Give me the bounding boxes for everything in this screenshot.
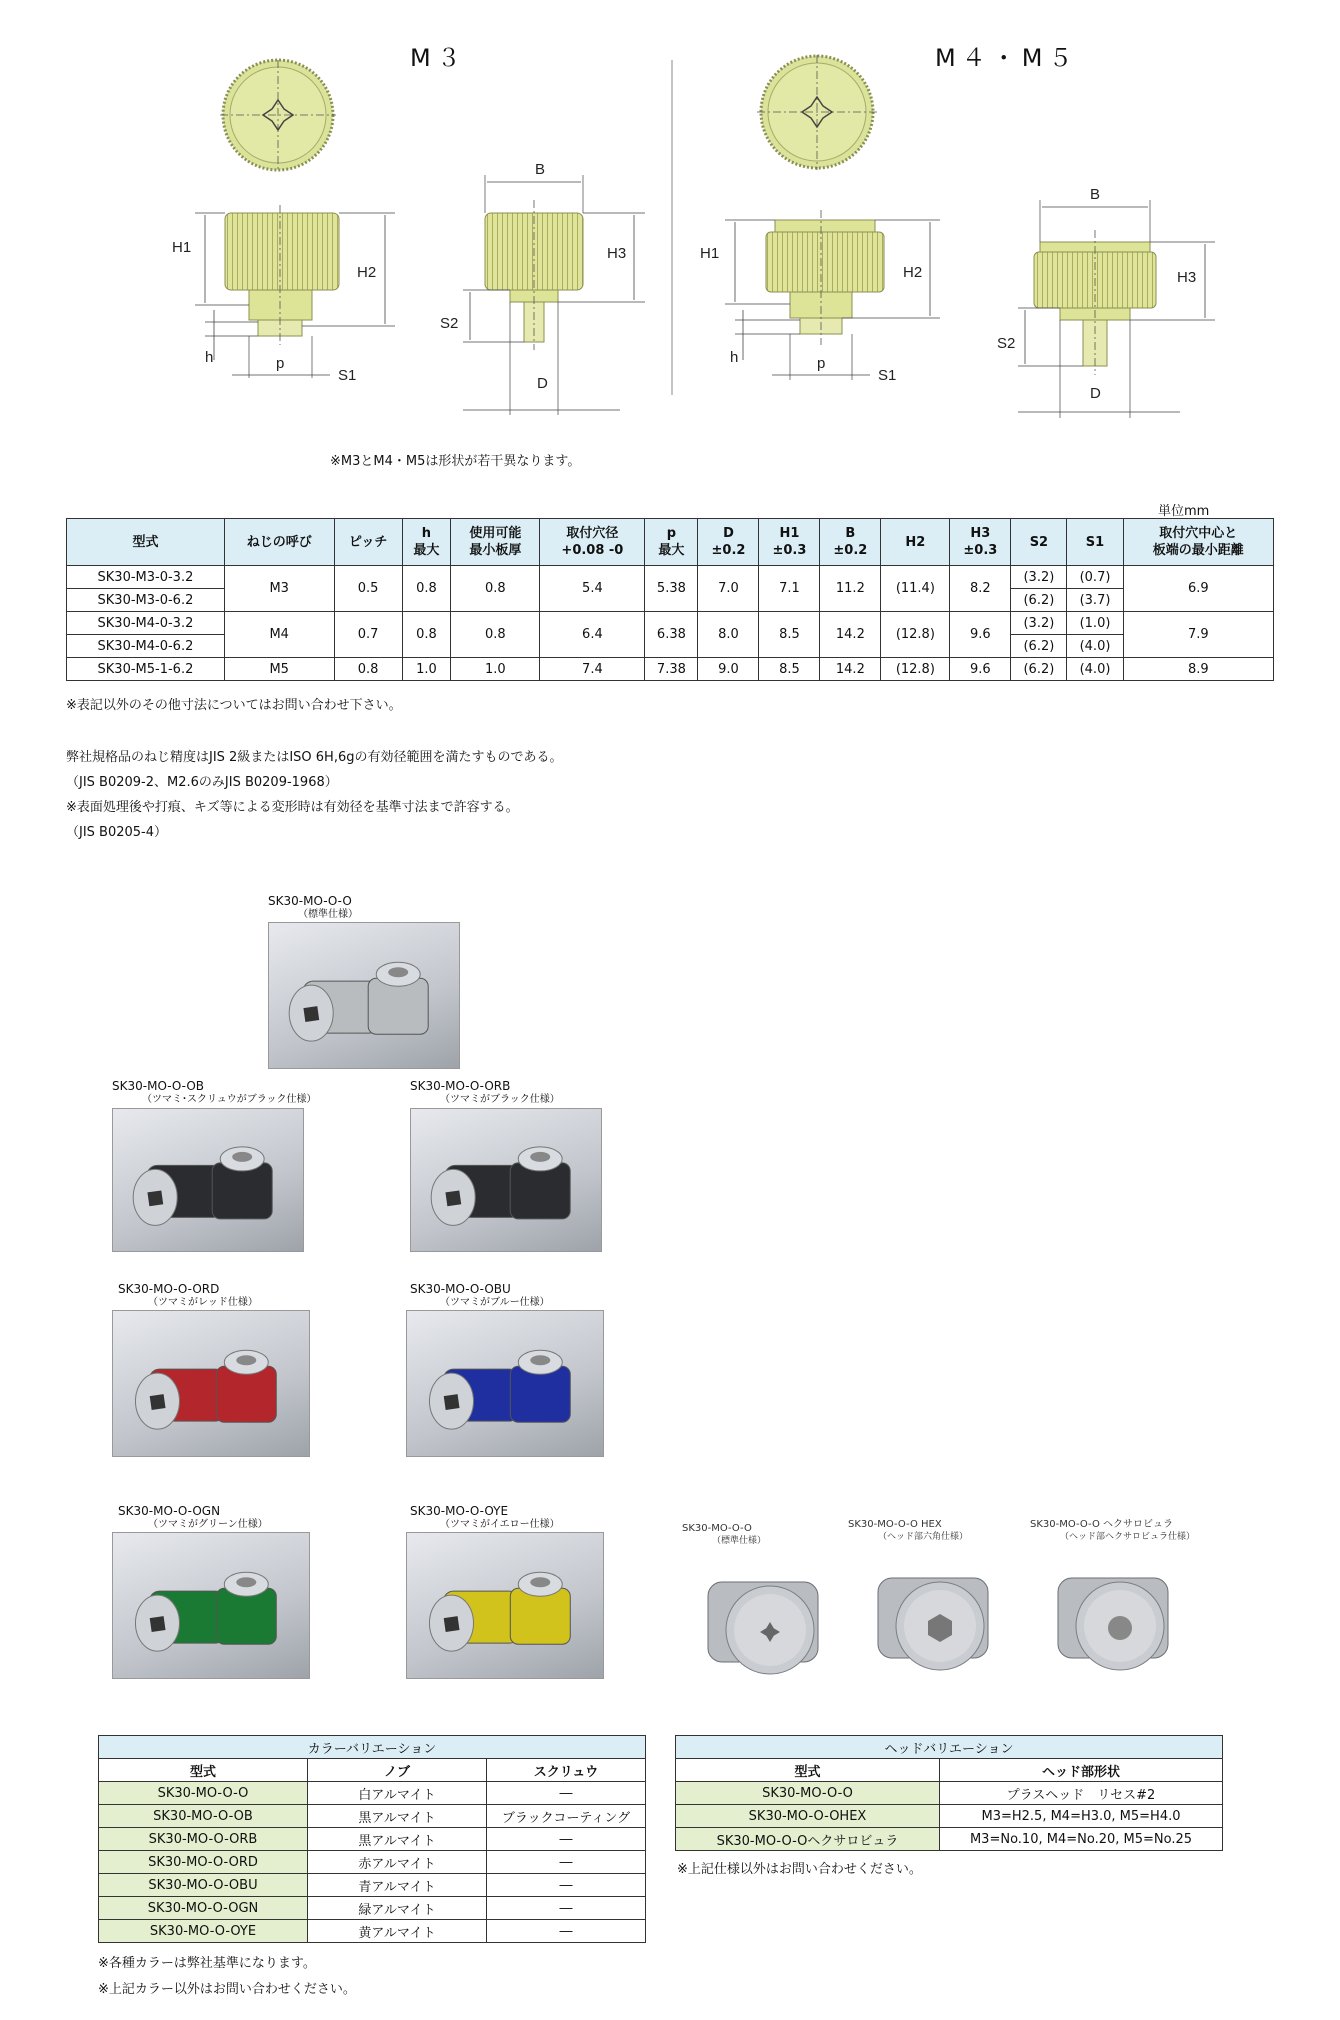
spec-cell-h1: 7.1 [759, 566, 820, 612]
dim-h2-m3: H2 [357, 264, 377, 281]
spec-model: SK30-M3-0-6.2 [67, 589, 225, 612]
spec-cell-s2: (3.2) [1011, 612, 1067, 635]
spec-cell-b: 14.2 [820, 658, 881, 681]
spec-header-text: 最大 [413, 543, 440, 558]
spec-row [67, 612, 1274, 635]
spec-header-text: D [723, 526, 734, 541]
photo-model: SK30-MO-O-ORD [118, 1282, 220, 1296]
color-var-cell: SK30-MO-O-ORD [99, 1851, 308, 1874]
spec-row [67, 566, 1274, 589]
spec-header-text: 取付穴中心と [1159, 526, 1238, 541]
spec-cell-s2: (3.2) [1011, 566, 1067, 589]
spec-cell-s2: (6.2) [1011, 589, 1067, 612]
spec-header [759, 519, 820, 566]
spec-header-text: ピッチ [348, 534, 388, 550]
spec-cell-thread: M4 [224, 612, 334, 658]
spec-row [67, 658, 1274, 681]
dim-h2-m45: H2 [903, 264, 923, 281]
spec-cell-hole: 5.4 [540, 566, 645, 612]
spec-table [66, 518, 1274, 681]
product-photo [410, 1108, 602, 1252]
dim-d-m3: D [537, 375, 548, 392]
spec-cell-h3: 8.2 [950, 566, 1011, 612]
spec-cell-pitch: 0.7 [334, 612, 402, 658]
photo-model: SK30-MO-O-OBU [410, 1282, 511, 1296]
m3-side-view-2 [440, 161, 645, 415]
color-var-row [99, 1874, 646, 1897]
thread-note: （JIS B0205-4） [66, 825, 168, 840]
thread-note: （JIS B0209-2、M2.6のみJIS B0209-1968） [66, 775, 338, 790]
color-var-cell: ― [487, 1897, 646, 1920]
spec-cell-hole: 7.4 [540, 658, 645, 681]
color-var-row [99, 1920, 646, 1943]
thumb-screw-pair-image [269, 923, 459, 1068]
head-photo-caption [848, 1518, 968, 1544]
drawing-note: ※M3とM4・M5は形状が若干異なります。 [330, 454, 581, 469]
spec-cell-h3: 9.6 [950, 612, 1011, 658]
color-var-header: スクリュウ [487, 1759, 646, 1782]
color-var-note-1: ※各種カラーは弊社基準になります。 [98, 1956, 316, 1971]
head-photo-model: SK30-MO-O-O ヘクサロビュラ [1030, 1519, 1173, 1530]
head-photo-caption [682, 1522, 766, 1548]
thumb-screw-pair-image [411, 1109, 601, 1251]
spec-model: SK30-M5-1-6.2 [67, 658, 225, 681]
head-photo-spec: （ヘッド部六角仕様） [878, 1532, 969, 1542]
spec-cell-hole: 6.4 [540, 612, 645, 658]
head-var-note: ※上記仕様以外はお問い合わせください。 [677, 1862, 922, 1877]
spec-header-text: H3 [970, 526, 991, 541]
spec-header-text: ±0.2 [711, 543, 746, 558]
head-variant-render [690, 1552, 840, 1682]
m3-side-view-1 [172, 205, 395, 384]
head-photo-caption [1030, 1518, 1195, 1544]
head-var-row [676, 1782, 1223, 1805]
title-m45: M４・M５ [935, 44, 1079, 72]
spec-header [1123, 519, 1273, 566]
spec-cell-s1: (0.7) [1067, 566, 1123, 589]
product-photo [406, 1310, 604, 1457]
photo-caption [410, 1283, 550, 1309]
title-m3: M３ [410, 44, 467, 72]
head-var-cell: SK30-MO-O-Oヘクサロビュラ [676, 1828, 940, 1851]
spec-cell-thick: 1.0 [451, 658, 540, 681]
head-var-title: ヘッドバリエーション [676, 1736, 1223, 1759]
color-var-cell: ブラックコーティング [487, 1805, 646, 1828]
spec-header-text: p [666, 526, 677, 541]
spec-header [1067, 519, 1123, 566]
spec-cell-thread: M5 [224, 658, 334, 681]
head-variant-render [860, 1548, 1010, 1678]
spec-header-text: H1 [779, 526, 800, 541]
spec-header-text: S1 [1085, 534, 1105, 550]
spec-model: SK30-M3-0-3.2 [67, 566, 225, 589]
photo-spec: （ツマミがレッド仕様） [148, 1297, 258, 1308]
spec-cell-d: 9.0 [698, 658, 759, 681]
color-var-row [99, 1851, 646, 1874]
spec-header [224, 519, 334, 566]
spec-header-text: B [845, 526, 856, 541]
color-var-cell: SK30-MO-O-OGN [99, 1897, 308, 1920]
spec-model: SK30-M4-0-6.2 [67, 635, 225, 658]
spec-header [334, 519, 402, 566]
photo-spec: （ツマミがブラック仕様） [440, 1094, 560, 1105]
spec-header-text: 型式 [132, 534, 159, 550]
spec-header-text: S2 [1029, 534, 1049, 550]
color-var-header: ノブ [308, 1759, 487, 1782]
color-var-cell: 赤アルマイト [308, 1851, 487, 1874]
unit-label: 単位mm [1158, 504, 1210, 519]
head-var-cell: M3=No.10, M4=No.20, M5=No.25 [940, 1828, 1223, 1851]
spec-cell-d: 8.0 [698, 612, 759, 658]
color-var-cell: ― [487, 1874, 646, 1897]
photo-spec: （ツマミがイエロー仕様） [440, 1519, 560, 1530]
photo-model: SK30-MO-O-O [268, 894, 352, 908]
m45-top-view [757, 55, 877, 170]
head-variant-render [1040, 1548, 1190, 1678]
spec-cell-h3: 9.6 [950, 658, 1011, 681]
dim-p-m3: p [276, 355, 285, 372]
spec-header [645, 519, 698, 566]
spec-header-text: 取付穴径 [566, 526, 619, 541]
photo-spec: （ツマミ･スクリュウがブラック仕様） [142, 1094, 317, 1105]
spec-header [698, 519, 759, 566]
thumb-screw-pair-image [113, 1533, 309, 1678]
thumb-screw-pair-image [113, 1311, 309, 1456]
color-var-cell: 黒アルマイト [308, 1828, 487, 1851]
spec-cell-s1: (1.0) [1067, 612, 1123, 635]
spec-header-text: ±0.3 [772, 543, 807, 558]
color-var-row [99, 1828, 646, 1851]
dim-h1-m3: H1 [172, 239, 192, 256]
color-var-cell: ― [487, 1851, 646, 1874]
spec-cell-s1: (4.0) [1067, 658, 1123, 681]
color-var-cell: ― [487, 1782, 646, 1805]
photo-caption [118, 1505, 268, 1531]
dim-b-m3: B [535, 161, 546, 178]
dim-h3-m3: H3 [607, 245, 627, 262]
spec-header [402, 519, 451, 566]
m3-top-view [220, 60, 336, 172]
spec-header-text: ±0.3 [963, 543, 998, 558]
dim-s1-m3: S1 [338, 367, 357, 384]
photo-model: SK30-MO-O-OB [112, 1079, 205, 1093]
spec-cell-h1: 8.5 [759, 612, 820, 658]
thumb-screw-pair-image [113, 1109, 303, 1251]
color-var-row [99, 1782, 646, 1805]
spec-cell-h2: (11.4) [881, 566, 950, 612]
spec-cell-s2: (6.2) [1011, 658, 1067, 681]
dim-h-m45: h [730, 349, 739, 366]
spec-cell-p: 5.38 [645, 566, 698, 612]
spec-header-text: 板端の最小距離 [1152, 543, 1244, 558]
color-var-cell: ― [487, 1920, 646, 1943]
spec-cell-edge: 8.9 [1123, 658, 1273, 681]
color-var-cell: 緑アルマイト [308, 1897, 487, 1920]
photo-model: SK30-MO-O-OYE [410, 1504, 509, 1518]
spec-header-text: 最小板厚 [469, 543, 522, 558]
dim-d-m45: D [1090, 385, 1101, 402]
spec-header-text: h [421, 526, 432, 541]
spec-cell-p: 6.38 [645, 612, 698, 658]
spec-header-text: ±0.2 [833, 543, 868, 558]
spec-cell-s1: (4.0) [1067, 635, 1123, 658]
photo-caption [268, 895, 358, 921]
spec-cell-p: 7.38 [645, 658, 698, 681]
spec-cell-d: 7.0 [698, 566, 759, 612]
spec-header [451, 519, 540, 566]
product-photo [406, 1532, 604, 1679]
spec-header-text: 使用可能 [469, 526, 522, 541]
color-var-title: カラーバリエーション [99, 1736, 646, 1759]
color-var-cell: SK30-MO-O-OBU [99, 1874, 308, 1897]
photo-spec: （ツマミがグリーン仕様） [148, 1519, 268, 1530]
photo-model: SK30-MO-O-ORB [410, 1079, 511, 1093]
head-var-row [676, 1805, 1223, 1828]
color-variation-table [98, 1735, 646, 1943]
color-var-row [99, 1805, 646, 1828]
dim-h3-m45: H3 [1177, 269, 1197, 286]
spec-cell-b: 11.2 [820, 566, 881, 612]
color-var-note-2: ※上記カラー以外はお問い合わせください。 [98, 1982, 356, 1997]
spec-cell-b: 14.2 [820, 612, 881, 658]
product-photo [112, 1108, 304, 1252]
spec-header [881, 519, 950, 566]
head-var-header: 型式 [676, 1759, 940, 1782]
dim-b-m45: B [1090, 186, 1101, 203]
color-var-cell: 青アルマイト [308, 1874, 487, 1897]
spec-cell-h1: 8.5 [759, 658, 820, 681]
spec-cell-pitch: 0.8 [334, 658, 402, 681]
color-var-cell: SK30-MO-O-O [99, 1782, 308, 1805]
head-var-cell: SK30-MO-O-O [676, 1782, 940, 1805]
spec-header-text: +0.08 -0 [561, 543, 624, 558]
spec-cell-s2: (6.2) [1011, 635, 1067, 658]
spec-footnote: ※表記以外のその他寸法についてはお問い合わせ下さい。 [66, 698, 402, 713]
spec-cell-pitch: 0.5 [334, 566, 402, 612]
photo-caption [112, 1080, 317, 1106]
photo-caption [410, 1505, 560, 1531]
head-photo-model: SK30-MO-O-O [682, 1523, 752, 1534]
color-var-cell: SK30-MO-O-ORB [99, 1828, 308, 1851]
dim-h1-m45: H1 [700, 245, 720, 262]
photo-spec: （標準仕様） [298, 909, 358, 920]
head-var-row [676, 1828, 1223, 1851]
color-var-header: 型式 [99, 1759, 308, 1782]
photo-caption [410, 1080, 560, 1106]
product-photo [268, 922, 460, 1069]
photo-caption [118, 1283, 258, 1309]
spec-cell-h: 1.0 [402, 658, 451, 681]
color-var-cell: ― [487, 1828, 646, 1851]
spec-header [67, 519, 225, 566]
head-var-cell: M3=H2.5, M4=H3.0, M5=H4.0 [940, 1805, 1223, 1828]
head-photo-spec: （標準仕様） [712, 1536, 767, 1546]
head-photo-spec: （ヘッド部ヘクサロビュラ仕様） [1060, 1532, 1196, 1542]
dim-s2-m45: S2 [997, 335, 1016, 352]
color-var-cell: 黒アルマイト [308, 1805, 487, 1828]
head-photo-model: SK30-MO-O-O HEX [848, 1519, 942, 1530]
color-var-cell: SK30-MO-O-OYE [99, 1920, 308, 1943]
product-photo [112, 1310, 310, 1457]
spec-cell-h2: (12.8) [881, 658, 950, 681]
head-var-header: ヘッド部形状 [940, 1759, 1223, 1782]
head-var-cell: SK30-MO-O-OHEX [676, 1805, 940, 1828]
spec-model: SK30-M4-0-3.2 [67, 612, 225, 635]
thread-note: 弊社規格品のねじ精度はJIS 2級またはISO 6H,6gの有効径範囲を満たすものである。 [66, 750, 563, 765]
thread-note: ※表面処理後や打痕、キズ等による変形時は有効径を基準寸法まで許容する。 [66, 800, 519, 815]
color-var-cell: 黄アルマイト [308, 1920, 487, 1943]
thumb-screw-pair-image [407, 1533, 603, 1678]
spec-header [950, 519, 1011, 566]
color-var-cell: SK30-MO-O-OB [99, 1805, 308, 1828]
m45-side-view-2 [997, 186, 1215, 418]
spec-header [540, 519, 645, 566]
photo-model: SK30-MO-O-OGN [118, 1504, 221, 1518]
dim-p-m45: p [817, 355, 826, 372]
spec-cell-h: 0.8 [402, 566, 451, 612]
dim-h-m3: h [205, 349, 214, 366]
spec-cell-edge: 6.9 [1123, 566, 1273, 612]
photo-spec: （ツマミがブルー仕様） [440, 1297, 550, 1308]
spec-header-text: H2 [905, 534, 926, 550]
spec-cell-h: 0.8 [402, 612, 451, 658]
dim-s1-m45: S1 [878, 367, 897, 384]
color-var-row [99, 1897, 646, 1920]
m45-side-view-1 [700, 210, 940, 384]
thumb-screw-pair-image [407, 1311, 603, 1456]
spec-header [1011, 519, 1067, 566]
head-var-cell: プラスヘッド リセス#2 [940, 1782, 1223, 1805]
spec-cell-h2: (12.8) [881, 612, 950, 658]
spec-cell-thick: 0.8 [451, 612, 540, 658]
spec-header [820, 519, 881, 566]
spec-header-text: 最大 [658, 543, 685, 558]
product-photo [112, 1532, 310, 1679]
spec-cell-s1: (3.7) [1067, 589, 1123, 612]
spec-cell-edge: 7.9 [1123, 612, 1273, 658]
spec-cell-thick: 0.8 [451, 566, 540, 612]
color-var-cell: 白アルマイト [308, 1782, 487, 1805]
dim-s2-m3: S2 [440, 315, 459, 332]
spec-cell-thread: M3 [224, 566, 334, 612]
technical-drawing [0, 0, 1340, 430]
head-variation-table [675, 1735, 1223, 1851]
thread-notes [66, 745, 562, 845]
spec-header-text: ねじの呼び [246, 534, 312, 550]
